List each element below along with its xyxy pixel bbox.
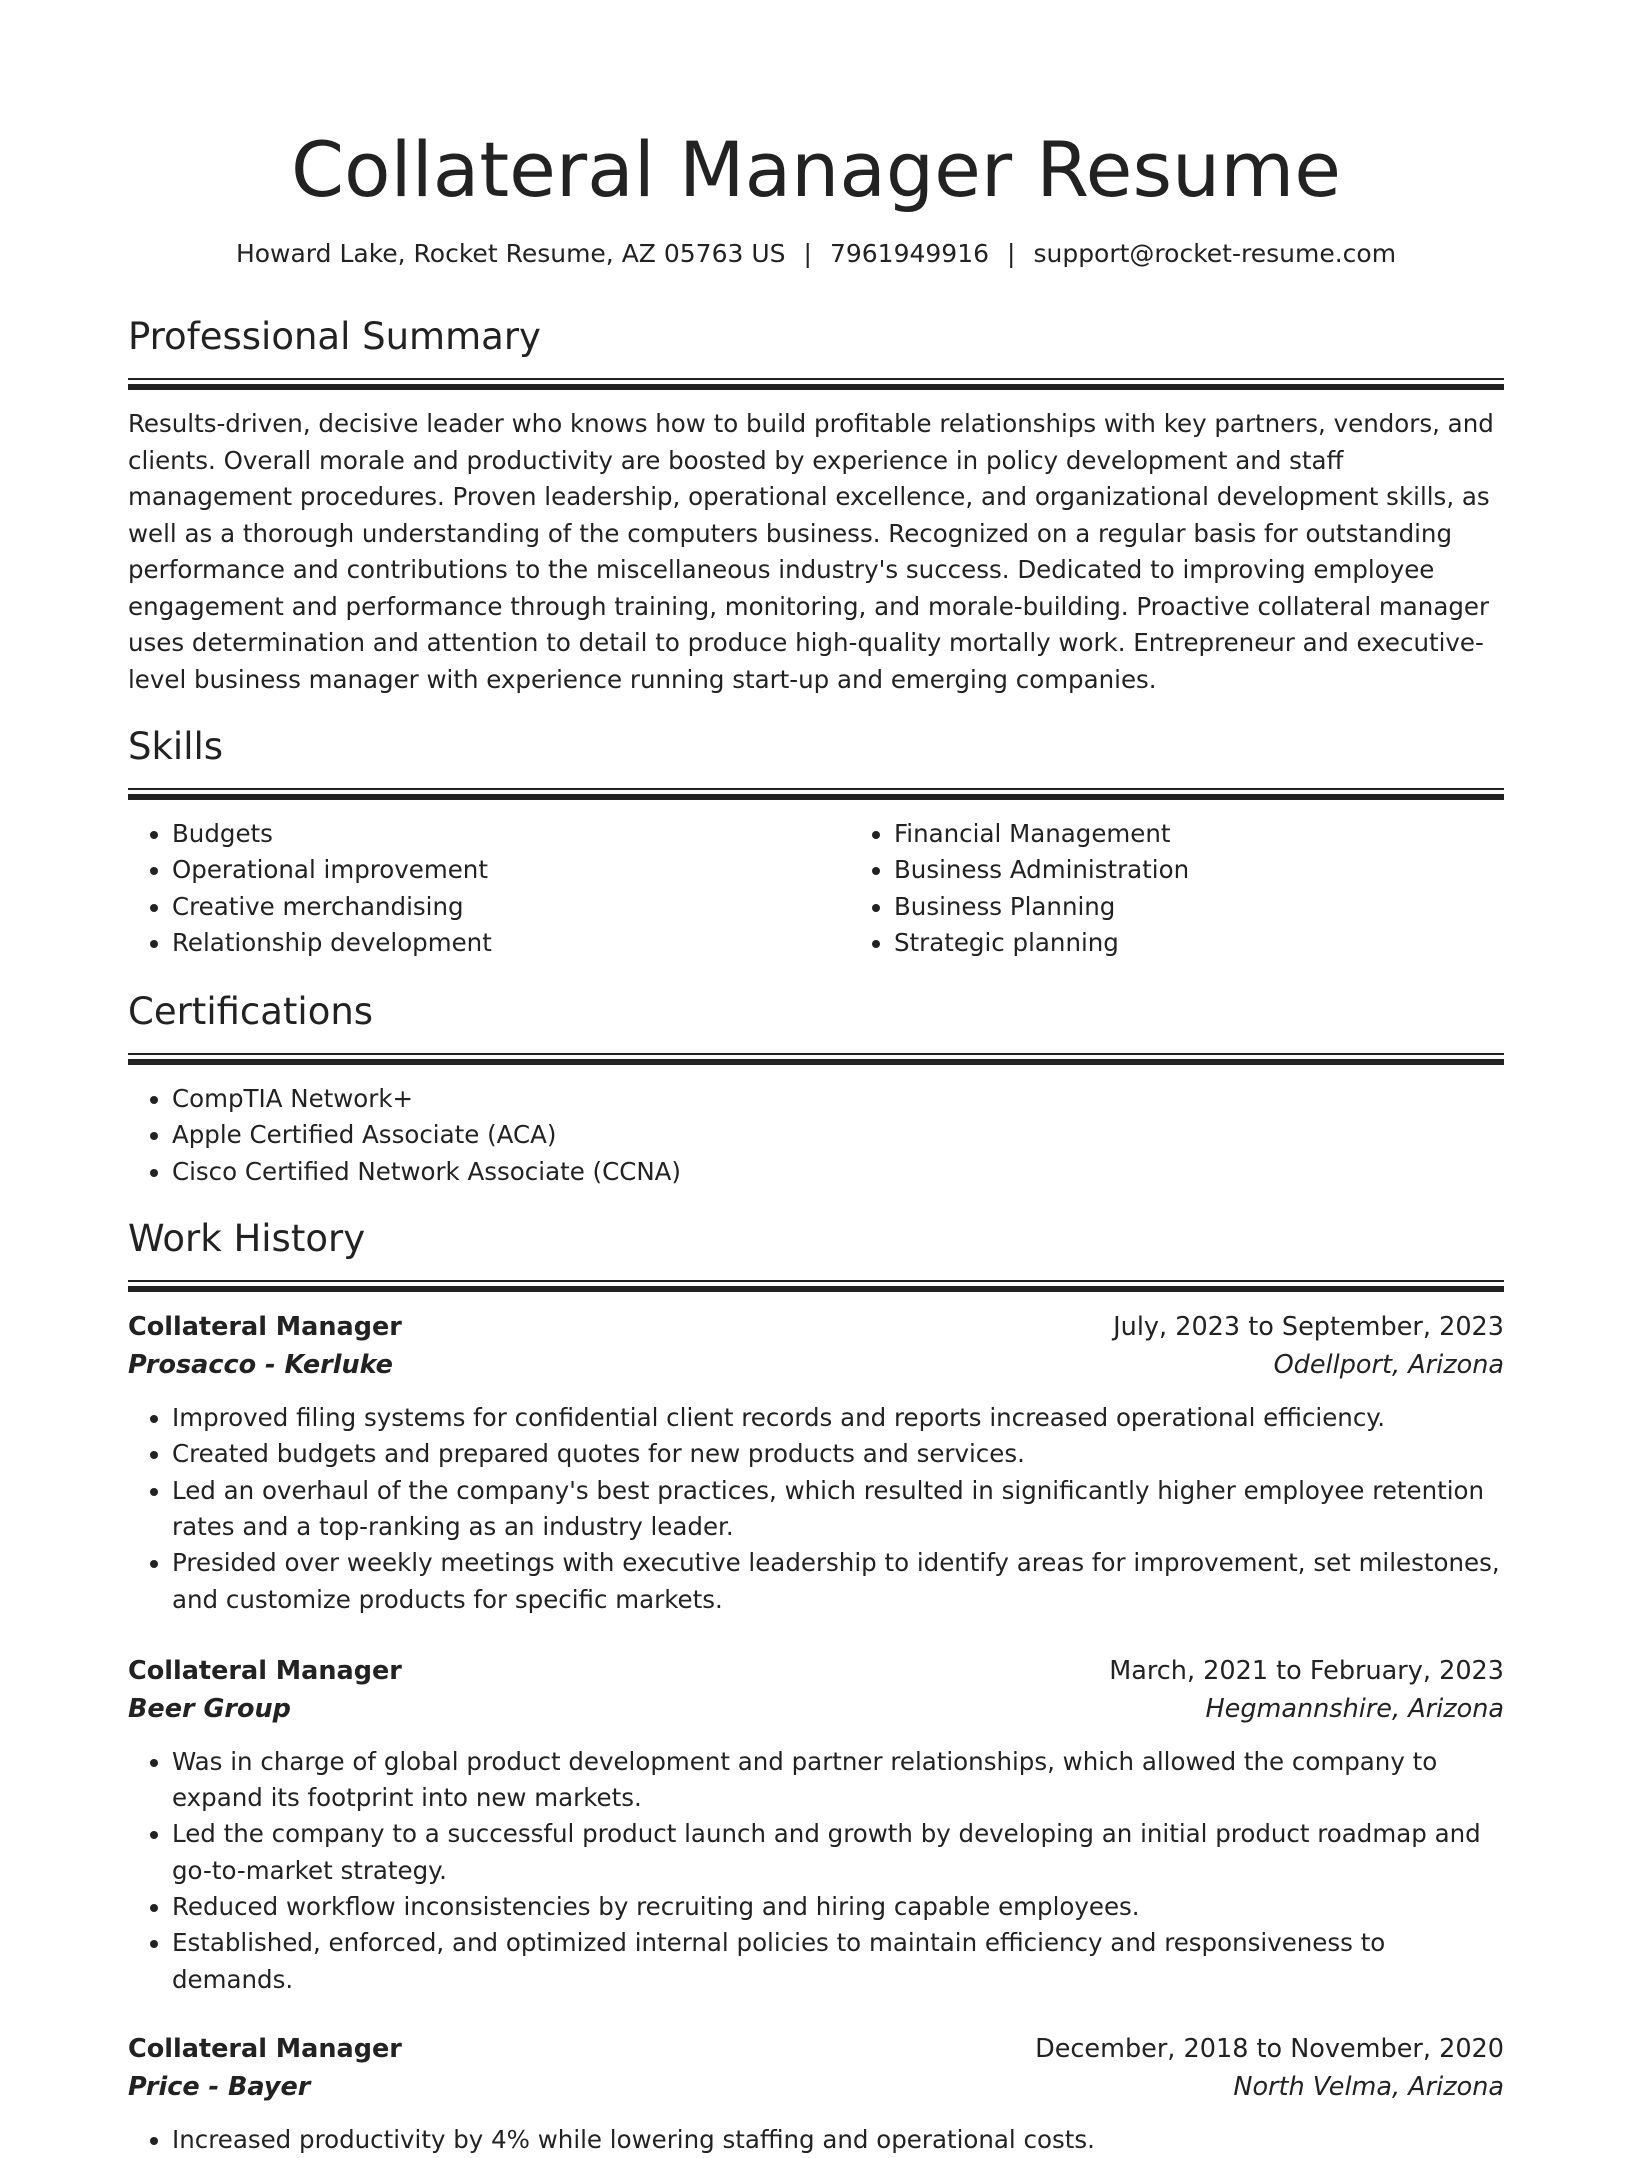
resume-title: Collateral Manager Resume [290, 125, 1341, 214]
job-bullet: • Led an overhaul of the company's best practices, which resulted in significantly higher employee retention rates and a top-ranking as an industry leader. [172, 1473, 1504, 1546]
job-company: Prosacco - Kerluke [128, 1350, 393, 1381]
skills-list-right [850, 816, 1572, 961]
job-subheader [128, 1690, 1504, 1728]
certifications-list [128, 1081, 1504, 1190]
job-header [128, 2030, 1504, 2068]
section-divider [128, 1053, 1504, 1065]
skill-item: • Business Administration [894, 852, 1572, 888]
job-bullet: • Reduced workflow inconsistencies by recruiting and hiring capable employees. [172, 1889, 1504, 1925]
job-entry [128, 2030, 1504, 2158]
skill-item: • Financial Management [894, 816, 1572, 852]
skills-heading: Skills [128, 725, 224, 768]
job-header [128, 1652, 1504, 1690]
summary-text: Results-driven, decisive leader who knows how to build profitable relationships with key partners, vendors, and clients. Overall morale and productivity are boosted by experience in policy development and staff management procedures. Proven leadership, operational excellence, and organizational development skills, as well as a thorough understanding of the computers business. Recognized on a regular basis for outstanding performance and contributions to the miscellaneous industry's success. Dedicated to improving employee engagement and performance through training, monitoring, and morale-building. Proactive collateral manager uses determination and attention to detail to produce high-quality mortally work. Entrepreneur and executive-level business manager with experience running start-up and emerging companies. [128, 409, 1494, 694]
job-bullet: • Was in charge of global product development and partner relationships, which allowed the company to expand its footprint into new markets. [172, 1744, 1504, 1817]
skill-item: • Relationship development [172, 925, 850, 961]
job-location: Hegmannshire, Arizona [1205, 1693, 1504, 1724]
certification-item: • CompTIA Network+ [172, 1081, 1504, 1117]
job-bullet: • Established, enforced, and optimized internal policies to maintain efficiency and responsiveness to demands. [172, 1925, 1504, 1998]
job-title: Collateral Manager [128, 1312, 402, 1343]
skill-item: • Business Planning [894, 889, 1572, 925]
job-dates: March, 2021 to February, 2023 [1109, 1655, 1504, 1686]
job-dates: December, 2018 to November, 2020 [1035, 2033, 1504, 2064]
contact-line [128, 236, 1504, 272]
job-subheader [128, 2068, 1504, 2106]
job-company: Price - Bayer [128, 2071, 311, 2102]
job-entry [128, 1652, 1504, 1998]
certification-item: • Cisco Certified Network Associate (CCNA) [172, 1154, 1504, 1190]
contact-email: support@rocket-resume.com [1033, 239, 1397, 268]
job-bullets [128, 1744, 1504, 1998]
work-history-heading: Work History [128, 1217, 366, 1261]
job-bullet: • Led the company to a successful product launch and growth by developing an initial product roadmap and go-to-market strategy. [172, 1816, 1504, 1889]
job-title: Collateral Manager [128, 2033, 402, 2064]
job-location: North Velma, Arizona [1233, 2071, 1504, 2102]
contact-address: Howard Lake, Rocket Resume, AZ 05763 US [235, 239, 786, 268]
job-entry [128, 1308, 1504, 1618]
summary-heading: Professional Summary [128, 315, 541, 358]
skills-section [128, 722, 1504, 961]
certifications-section [128, 987, 1504, 1190]
skill-item: • Creative merchandising [172, 889, 850, 925]
contact-separator: | [803, 239, 812, 268]
section-divider [128, 1280, 1504, 1292]
skill-item: • Strategic planning [894, 925, 1572, 961]
work-history-section [128, 1214, 1504, 2158]
job-bullets [128, 1400, 1504, 1618]
section-divider [128, 788, 1504, 800]
skill-item: • Operational improvement [172, 852, 850, 888]
section-divider [128, 378, 1504, 390]
contact-phone: 7961949916 [829, 239, 990, 268]
job-bullet: • Presided over weekly meetings with executive leadership to identify areas for improvement, set milestones, and customize products for specific markets. [172, 1545, 1504, 1618]
certification-item: • Apple Certified Associate (ACA) [172, 1117, 1504, 1153]
summary-section [128, 312, 1504, 698]
job-dates: July, 2023 to September, 2023 [1113, 1312, 1504, 1343]
job-bullet: • Increased productivity by 4% while lowering staffing and operational costs. [172, 2122, 1504, 2158]
job-bullet: • Created budgets and prepared quotes for new products and services. [172, 1436, 1504, 1472]
job-subheader [128, 1346, 1504, 1384]
job-company: Beer Group [128, 1693, 291, 1724]
contact-separator: | [1007, 239, 1016, 268]
job-title: Collateral Manager [128, 1655, 402, 1686]
job-header [128, 1308, 1504, 1346]
job-bullet: • Improved filing systems for confidential client records and reports increased operational efficiency. [172, 1400, 1504, 1436]
job-location: Odellport, Arizona [1273, 1350, 1504, 1381]
skills-grid [128, 816, 1504, 961]
skills-list-left [128, 816, 850, 961]
skill-item: • Budgets [172, 816, 850, 852]
job-bullets [128, 2122, 1504, 2158]
certifications-heading: Certifications [128, 990, 374, 1034]
